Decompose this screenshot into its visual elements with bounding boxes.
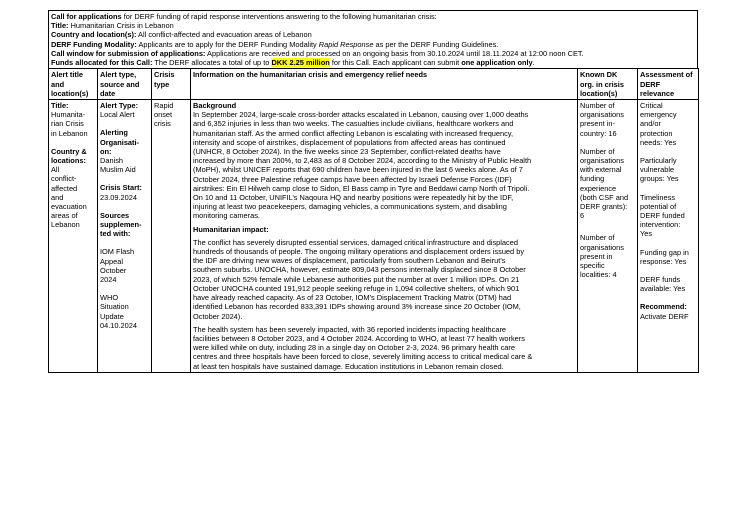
header-line: org. in crisis (580, 79, 624, 89)
alert-table (48, 68, 699, 372)
column-header-assessment (638, 69, 699, 100)
call-header (48, 10, 698, 69)
assessment-funds-available-line: DERF funds (640, 275, 681, 285)
table-row (49, 100, 699, 373)
header-line-title (51, 21, 695, 30)
country-value-line: Lebanon (51, 220, 80, 230)
background-line: humanitarian staff. As the armed conflict affecting Lebanon is escalating with increased frequency, (193, 128, 514, 138)
country-value-line: conflict- (51, 174, 77, 184)
background-line: airstrikes: Ein El Hilweh camp close to Sidon, El Bass camp in Tyre and Beddawi camp North of Tripoli. (193, 183, 530, 193)
health-line: were killed while on duty, including 28 in a single day on October 2-3, 2024. 96 primary health care (193, 343, 515, 353)
title-value-line: in Lebanon (51, 128, 88, 138)
org-locality-line: specific (580, 261, 605, 271)
header-line: and (51, 79, 65, 89)
country-value-line: affected (51, 183, 78, 193)
crisis-type-line: Rapid (154, 101, 174, 111)
impact-line: identified Lebanon has recorded 833,391 IDPs showing around 3% increase since 20 October (IOM, (193, 302, 521, 312)
recommend-value: Activate DERF (640, 311, 689, 321)
country-label: Country and location(s): (51, 30, 137, 40)
assessment-vulnerable-line: groups: Yes (640, 174, 679, 184)
table-header-row (49, 69, 699, 100)
org-count-line: present in- (580, 119, 615, 129)
source-iom-line: October (100, 265, 127, 275)
background-line: and 6,352 injuries in less than two weeks. The casualties include civilians, healthcare workers and (193, 119, 514, 129)
alerting-org-label: Organisati- (100, 137, 140, 147)
health-line: facilities between 8 October 2023, and 4 October 2024. According to WHO, at least 77 health workers (193, 333, 525, 343)
title-field-label: Title: (51, 101, 69, 111)
header-line-modality (51, 40, 695, 49)
modality-text-a: Applicants are to apply for the DERF Funding Modality (136, 39, 319, 49)
background-line: (UNHCR, 8 October 2024). In the five weeks since 23 September, conflict-related deaths have (193, 147, 501, 157)
header-line: Known DK (580, 70, 618, 80)
background-line: In September 2024, large-scale cross-border attacks escalated in Lebanon, causing over 1,000 deaths (193, 110, 529, 120)
source-who-line: WHO (100, 293, 119, 303)
country-value-line: All (51, 165, 60, 175)
impact-heading: Humanitarian impact: (193, 224, 269, 234)
assessment-emergency-line: protection (640, 128, 673, 138)
country-value-line: areas of (51, 211, 78, 221)
column-header-alert-title (49, 69, 98, 100)
cell-crisis-type (152, 100, 191, 373)
crisis-start-value: 23.09.2024 (100, 192, 137, 202)
org-locality-line: present in (580, 251, 613, 261)
health-line: centres and three hospitals have been forced to close, severely limiting access to critical medical care & (193, 352, 533, 362)
background-line: October 2024, three Palestine refugee camps have been affected by Israeli Defense Forces (IDF) (193, 174, 512, 184)
impact-line: hundreds of thousands of people. The ongoing military operations and displacement orders issued by (193, 247, 525, 257)
call-label: Call for applications (51, 12, 122, 21)
crisis-type-line: crisis (154, 119, 171, 129)
country-field-label: locations: (51, 156, 86, 166)
funds-amount-highlight: DKK 2.25 million (271, 58, 330, 68)
header-line: Alert title (51, 70, 84, 80)
org-locality-line: organisations (580, 242, 624, 252)
health-line: The health system has been severely impacted, with 36 reported incidents impacting healthcare (193, 324, 507, 334)
funds-text-b: for this Call. Each applicant can submit (329, 58, 462, 68)
header-line-funds (51, 58, 695, 67)
title-label: Title: (51, 21, 69, 31)
org-count-line: Number of (580, 101, 615, 111)
sources-label: Sources (100, 210, 130, 220)
org-funding-line: organisations (580, 156, 624, 166)
country-field-label: Country & (51, 146, 87, 156)
assessment-emergency-line: emergency (640, 110, 677, 120)
header-line: Alert type, (100, 70, 137, 80)
header-line-call (51, 12, 695, 21)
window-text: Applications are received and processed on an ongoing basis from 30.10.2024 until 18.11.2024 at 12:00 noon CET. (205, 48, 584, 58)
crisis-start-label: Crisis Start: (100, 183, 142, 193)
header-line: relevance (640, 88, 675, 98)
cell-information (191, 100, 578, 373)
source-iom-line: 2024 (100, 275, 117, 285)
background-line: (MoPH), whilst UNICEF reports that 690 children have been injured in the last 6 weeks alone. As of 7 (193, 165, 523, 175)
funds-label: Funds allocated for this Call: (51, 58, 153, 68)
alert-type-value: Local Alert (100, 110, 135, 120)
recommend-label: Recommend: (640, 302, 687, 312)
org-funding-line: 6 (580, 211, 585, 221)
crisis-type-line: onset (154, 110, 173, 120)
sources-label: supplemen- (100, 220, 142, 230)
alerting-org-label: Alerting (100, 128, 128, 138)
header-line: date (100, 88, 116, 98)
modality-emphasis: Rapid Response (318, 39, 374, 49)
header-line: source and (100, 79, 140, 89)
call-document (48, 10, 698, 373)
impact-line: have already reached capacity. As of 23 October, IOM’s Displacement Tracking Matrix (DTM) had (193, 293, 512, 303)
org-count-line: country: 16 (580, 128, 617, 138)
impact-line: October 2024). (193, 311, 243, 321)
health-line: at least ten hospitals have sustained damage. Education institutions in Lebanon remain closed. (193, 361, 504, 371)
modality-text-b: as per the DERF Funding Guidelines. (373, 39, 499, 49)
funds-text-c: . (532, 58, 535, 68)
assessment-timeliness-line: potential of (640, 201, 677, 211)
assessment-timeliness-line: Timeliness (640, 192, 676, 202)
background-line: intensity and scope of airstrikes, displacement of populations from affected areas has continued (193, 137, 506, 147)
assessment-funds-available-line: available: Yes (640, 284, 686, 294)
title-value-line: Humanita- (51, 110, 86, 120)
header-line: Information on the humanitarian crisis and emergency relief needs (193, 70, 428, 80)
impact-line: the IDF are driving new waves of displacement, particularly from southern Lebanon and Beirut’s (193, 256, 506, 266)
source-iom-line: IOM Flash (100, 247, 135, 257)
cell-alert-title (49, 100, 98, 373)
background-line: injuring at least two peacekeepers, damaging vehicles, a communications system, and disabling (193, 202, 507, 212)
source-who-line: 04.10.2024 (100, 320, 137, 330)
background-line: On 10 and 11 October, UNIFIL’s Naqoura HQ and nearby positions were repeatedly hit by the IDF, (193, 193, 514, 203)
assessment-emergency-line: and/or (640, 119, 661, 129)
org-funding-line: experience (580, 183, 617, 193)
header-line: type (154, 79, 170, 89)
org-locality-line: Number of (580, 233, 615, 243)
assessment-timeliness-line: DERF funded (640, 211, 685, 221)
column-header-crisis-type (152, 69, 191, 100)
title-value-line: rian Crisis (51, 119, 84, 129)
background-heading: Background (193, 101, 237, 111)
modality-label: DERF Funding Modality: (51, 39, 137, 49)
country-text: All conflict-affected and evacuation areas of Lebanon (136, 30, 312, 40)
assessment-timeliness-line: Yes (640, 229, 653, 239)
background-line: increased by more than 200%, to 2,483 as of 8 October 2024, according to the Ministry of Public Health (193, 156, 532, 166)
assessment-timeliness-line: intervention: (640, 220, 681, 230)
impact-line: The conflict has severely disrupted essential services, damaged critical infrastructure and displaced (193, 237, 518, 247)
org-funding-line: funding (580, 174, 605, 184)
impact-line: southern suburbs. UNOCHA, however, estimate 809,043 persons internally displaced since 8 October (193, 265, 526, 275)
call-text: for DERF funding of rapid response interventions answering to the following humanitarian crisis: (121, 12, 437, 21)
assessment-emergency-line: needs: Yes (640, 137, 677, 147)
alerting-org-value: Danish (100, 156, 124, 166)
alert-type-label: Alert Type: (100, 101, 139, 111)
alerting-org-value: Muslim Aid (100, 165, 136, 175)
impact-line: October UNOCHA counted 191,912 people seeking refuge in 1,094 collective shelters, of which 901 (193, 283, 520, 293)
funds-one-application: one application only (461, 58, 533, 68)
header-line: Assessment of (640, 70, 693, 80)
org-funding-line: (both CSF and (580, 192, 629, 202)
org-funding-line: with external (580, 165, 622, 175)
assessment-emergency-line: Critical (640, 101, 663, 111)
impact-line: 2023, of which 52% female while Lebanese authorities put the number at over 1 million IDPs. On 21 (193, 274, 520, 284)
header-line: location(s) (51, 88, 89, 98)
title-text: Humanitarian Crisis in Lebanon (68, 21, 174, 31)
alerting-org-label: on: (100, 146, 112, 156)
cell-alert-type (98, 100, 152, 373)
source-who-line: Update (100, 311, 124, 321)
cell-assessment (638, 100, 699, 373)
assessment-funding-gap-line: Funding gap in (640, 247, 689, 257)
header-line: DERF (640, 79, 661, 89)
header-line: location(s) (580, 88, 618, 98)
assessment-vulnerable-line: vulnerable (640, 165, 675, 175)
background-line: monitoring cameras. (193, 211, 260, 221)
column-header-alert-type (98, 69, 152, 100)
header-line: Crisis (154, 70, 175, 80)
country-value-line: and (51, 192, 64, 202)
source-who-line: Situation (100, 302, 129, 312)
cell-known-org (578, 100, 638, 373)
assessment-vulnerable-line: Particularly (640, 156, 677, 166)
funds-text-a: The DERF allocates a total of up to (152, 58, 272, 68)
column-header-information (191, 69, 578, 100)
org-locality-line: localities: 4 (580, 270, 617, 280)
header-line-window (51, 49, 695, 58)
header-line-country (51, 30, 695, 39)
country-value-line: evacuation (51, 202, 87, 212)
org-funding-line: DERF grants): (580, 202, 628, 212)
source-iom-line: Appeal (100, 256, 124, 266)
org-count-line: organisations (580, 110, 624, 120)
assessment-funding-gap-line: response: Yes (640, 256, 687, 266)
column-header-known-org (578, 69, 638, 100)
org-funding-line: Number of (580, 146, 615, 156)
window-label: Call window for submission of applications: (51, 48, 206, 58)
sources-label: ted with: (100, 229, 131, 239)
